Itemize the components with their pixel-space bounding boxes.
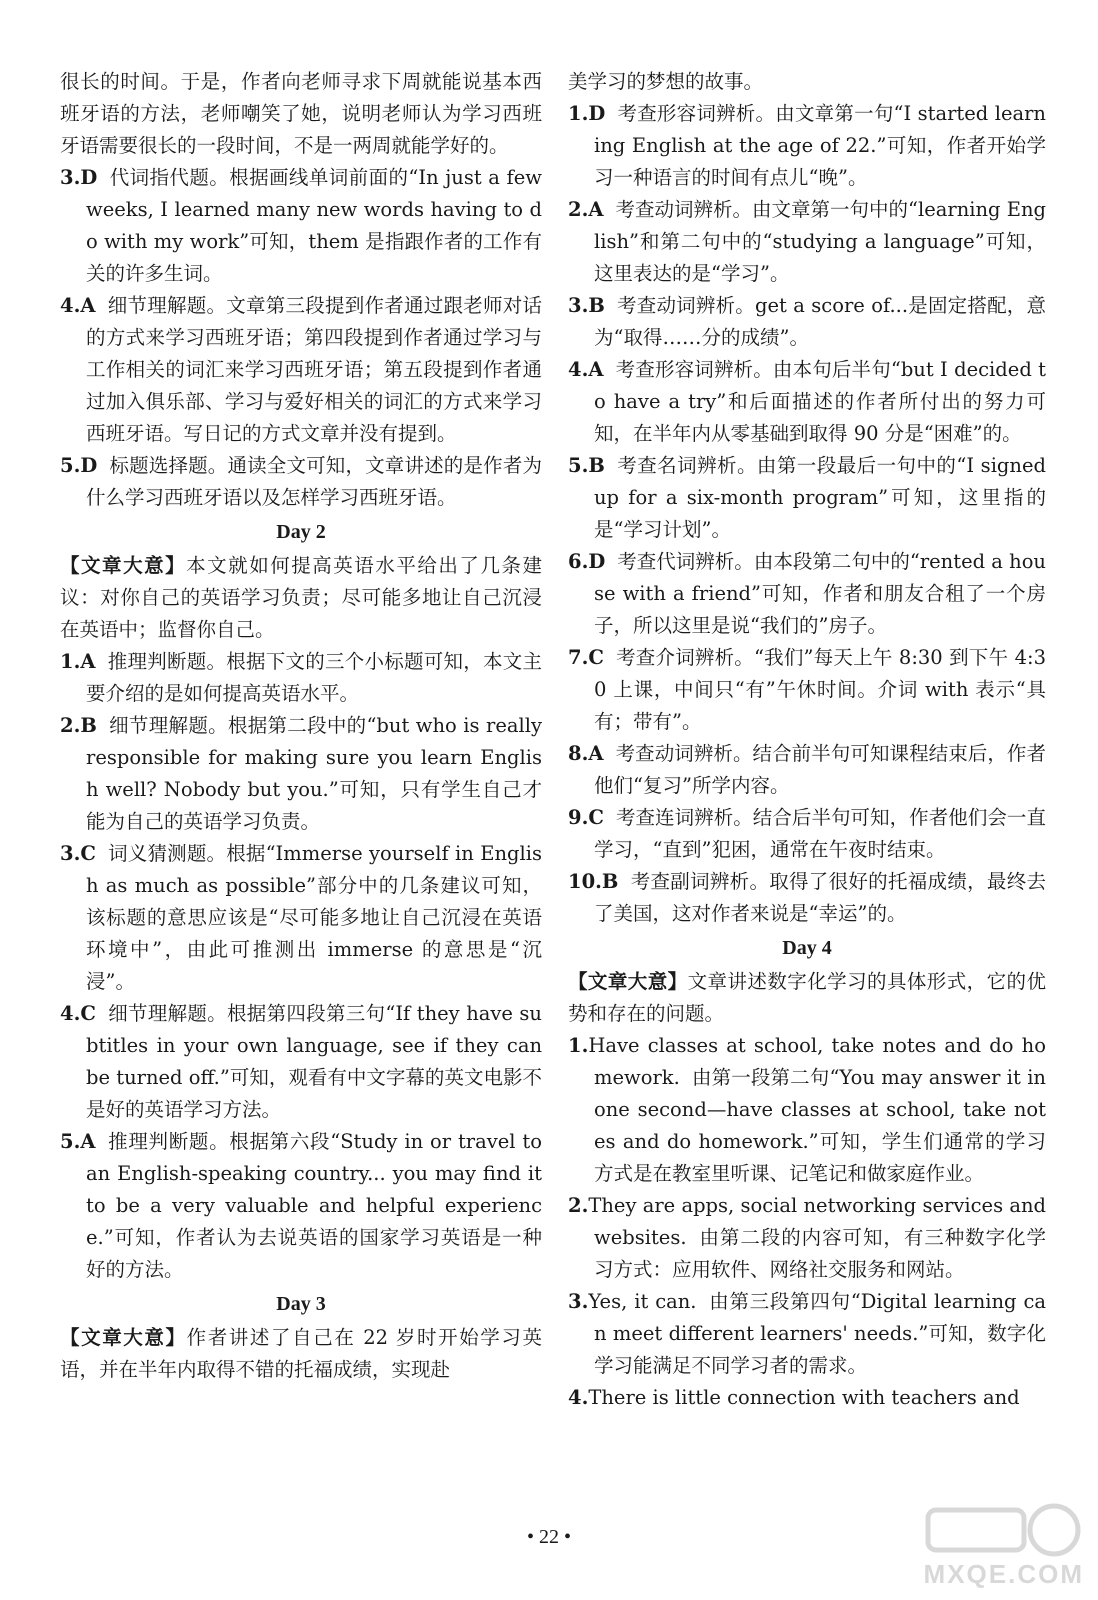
explanation-text: 考查连词辨析。结合后半句可知，作者他们会一直学习，“直到”犯困，通常在午夜时结束。 <box>594 806 1046 861</box>
answer-number: 3. <box>568 1290 589 1313</box>
answer-item <box>568 1030 1046 1190</box>
answer-number: 3.B <box>568 294 605 317</box>
answer-number: 5.B <box>568 454 605 477</box>
explanation-text: 推理判断题。根据第六段“Study in or travel to an English-speaking country... you may find it to be a very valuable and helpful experience.”可知，作者认为去说英语的国家学习英语是一种好的方法。 <box>86 1130 542 1281</box>
answer-item <box>60 710 542 838</box>
answer-number: 5.D <box>60 454 98 477</box>
answer-number: 5.A <box>60 1130 96 1153</box>
explanation-text: 考查动词辨析。get a score of...是固定搭配，意为“取得……分的成绩”。 <box>594 294 1046 349</box>
explanation-text: 由第三段第四句“Digital learning can meet different learners' needs.”可知，数字化学习能满足不同学习者的需求。 <box>594 1290 1047 1377</box>
answer-text: There is little connection with teachers and <box>588 1386 1020 1409</box>
answer-number: 2.A <box>568 198 604 221</box>
answer-item <box>60 162 542 290</box>
answer-number: 3.D <box>60 166 98 189</box>
answer-number: 2. <box>568 1194 589 1217</box>
answer-number: 4. <box>568 1386 589 1409</box>
answer-item <box>60 290 542 450</box>
explanation-text: 考查代词辨析。由本段第二句中的“rented a house with a friend”可知，作者和朋友合租了一个房子，所以这里是说“我们的”房子。 <box>594 550 1046 637</box>
watermark-logo <box>914 1500 1084 1592</box>
answer-item <box>60 998 542 1126</box>
answer-item <box>568 866 1046 930</box>
explanation-text: 考查动词辨析。结合前半句可知课程结束后，作者他们“复习”所学内容。 <box>594 742 1046 797</box>
day3-heading: Day 3 <box>276 1293 326 1315</box>
answer-item <box>568 450 1046 546</box>
explanation-text: 细节理解题。根据第四段第三句“If they have subtitles in your own language, see if they can be turned off.”可知，观看有中文字幕的英文电影不是好的英语学习方法。 <box>86 1002 542 1121</box>
page-number: • 22 • <box>526 1526 571 1548</box>
answer-number: 10.B <box>568 870 619 893</box>
explanation-text: 细节理解题。根据第二段中的“but who is really responsible for making sure you learn English well? Nobody but you.”可知，只有学生自己才能为自己的英语学习负责。 <box>86 714 542 833</box>
answer-number: 1. <box>568 1034 589 1057</box>
day2-heading: Day 2 <box>276 521 326 543</box>
day3-summary <box>60 1322 542 1386</box>
answer-number: 8.A <box>568 742 604 765</box>
summary-tag: 【文章大意】 <box>60 1326 187 1349</box>
answer-item <box>568 546 1046 642</box>
answer-item <box>568 802 1046 866</box>
summary-text: 文章讲述数字化学习的具体形式，它的优势和存在的问题。 <box>568 970 1046 1025</box>
answer-item <box>568 354 1046 450</box>
answer-item <box>60 1126 542 1286</box>
summary-tag: 【文章大意】 <box>568 970 688 993</box>
explanation-text: 由第二段的内容可知，有三种数字化学习方式：应用软件、网络社交服务和网站。 <box>594 1226 1046 1281</box>
answer-text: Yes, it can. <box>588 1290 697 1313</box>
day1-explanation-continued: 很长的时间。于是，作者向老师寻求下周就能说基本西班牙语的方法，老师嘲笑了她，说明老师认为学习西班牙语需要很长的一段时间，不是一两周就能学好的。 <box>60 70 542 157</box>
answer-item <box>60 646 542 710</box>
answer-item <box>568 1190 1046 1286</box>
explanation-text: 考查副词辨析。取得了很好的托福成绩，最终去了美国，这对作者来说是“幸运”的。 <box>594 870 1046 925</box>
answer-item <box>568 290 1046 354</box>
answer-item <box>568 738 1046 802</box>
answer-number: 3.C <box>60 842 96 865</box>
answer-item <box>568 194 1046 290</box>
answer-text: Have classes at school, take notes and do homework. <box>588 1034 1046 1089</box>
answer-text: They are apps, social networking services and websites. <box>588 1194 1046 1249</box>
explanation-text: 考查动词辨析。由文章第一句中的“learning English”和第二句中的“studying a language”可知，这里表达的是“学习”。 <box>594 198 1047 285</box>
answer-item <box>568 642 1046 738</box>
watermark-icon <box>914 1500 1084 1560</box>
left-column <box>60 66 542 1386</box>
answer-number: 6.D <box>568 550 606 573</box>
explanation-text: 标题选择题。通读全文可知，文章讲述的是作者为什么学习西班牙语以及怎样学习西班牙语。 <box>86 454 542 509</box>
day4-summary <box>568 966 1046 1030</box>
answer-number: 7.C <box>568 646 604 669</box>
answer-item <box>568 1286 1046 1382</box>
explanation-text: 代词指代题。根据画线单词前面的“In just a few weeks, I learned many new words having to do with my work”可知，them 是指跟作者的工作有关的许多生词。 <box>86 166 542 285</box>
day1-answer-list <box>60 162 542 514</box>
answer-item <box>60 838 542 998</box>
explanation-text: 词义猜测题。根据“Immerse yourself in English as much as possible”部分中的几条建议可知，该标题的意思应该是“尽可能多地让自己沉浸在英语环境中”，由此可推测出 immerse 的意思是“沉浸”。 <box>86 842 542 993</box>
answer-number: 4.C <box>60 1002 96 1025</box>
right-column <box>568 66 1046 1414</box>
explanation-text: 细节理解题。文章第三段提到作者通过跟老师对话的方式来学习西班牙语；第四段提到作者通过学习与工作相关的词汇来学习西班牙语；第五段提到作者通过加入俱乐部、学习与爱好相关的词汇的方式来学习西班牙语。写日记的方式文章并没有提到。 <box>86 294 542 445</box>
answer-item <box>568 1382 1046 1414</box>
answer-number: 2.B <box>60 714 97 737</box>
explanation-text: 考查介词辨析。“我们”每天上午 8:30 到下午 4:30 上课，中间只“有”午休时间。介词 with 表示“具有；带有”。 <box>594 646 1046 733</box>
day4-answer-list <box>568 1030 1046 1414</box>
explanation-text: 考查形容词辨析。由本句后半句“but I decided to have a try”和后面描述的作者所付出的努力可知，在半年内从零基础到取得 90 分是“困难”的。 <box>594 358 1046 445</box>
answer-number: 9.C <box>568 806 604 829</box>
explanation-text: 考查形容词辨析。由文章第一句“I started learning English at the age of 22.”可知，作者开始学习一种语言的时间有点儿“晚”。 <box>594 102 1046 189</box>
day2-summary <box>60 550 542 646</box>
day3-answer-list <box>568 98 1046 930</box>
watermark-text: MXQE.COM <box>923 1559 1084 1589</box>
answer-number: 1.D <box>568 102 606 125</box>
summary-text: 作者讲述了自己在 22 岁时开始学习英语，并在半年内取得不错的托福成绩，实现赴 <box>60 1326 542 1381</box>
answer-number: 4.A <box>60 294 96 317</box>
explanation-text: 由第一段第二句“You may answer it in one second—have classes at school, take notes and do homework.”可知，学生们通常的学习方式是在教室里听课、记笔记和做家庭作业。 <box>594 1066 1046 1185</box>
day3-summary-continued: 美学习的梦想的故事。 <box>568 70 764 93</box>
day4-heading: Day 4 <box>782 937 832 959</box>
summary-text: 本文就如何提高英语水平给出了几条建议：对你自己的英语学习负责；尽可能多地让自己沉浸在英语中；监督你自己。 <box>60 554 542 641</box>
explanation-text: 考查名词辨析。由第一段最后一句中的“I signed up for a six-month program”可知，这里指的是“学习计划”。 <box>594 454 1046 541</box>
summary-tag: 【文章大意】 <box>60 554 187 577</box>
answer-number: 4.A <box>568 358 604 381</box>
answer-item <box>60 450 542 514</box>
answer-number: 1.A <box>60 650 96 673</box>
day2-answer-list <box>60 646 542 1286</box>
explanation-text: 推理判断题。根据下文的三个小标题可知，本文主要介绍的是如何提高英语水平。 <box>86 650 542 705</box>
answer-item <box>568 98 1046 194</box>
